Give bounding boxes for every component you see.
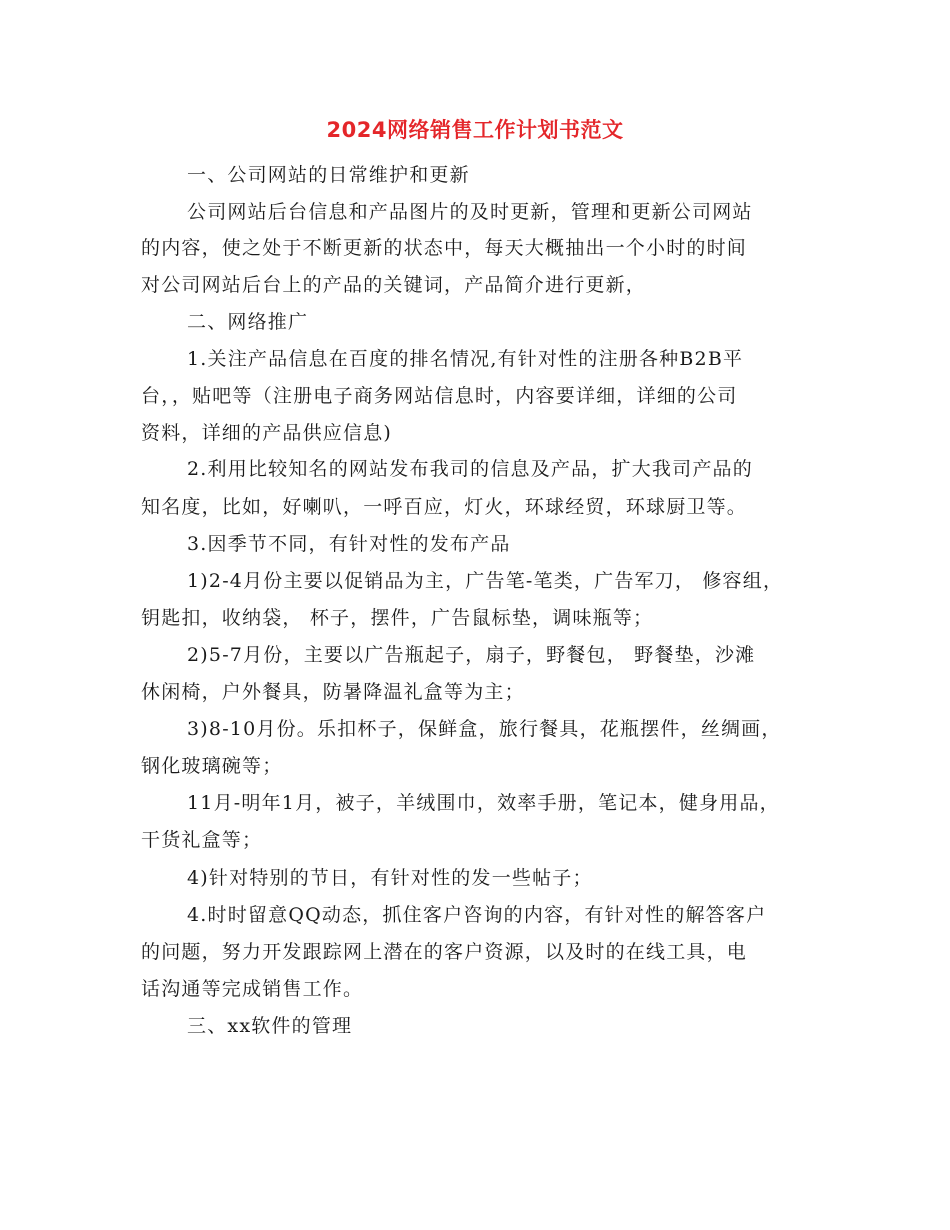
paragraph-line: 干货礼盒等； (141, 829, 263, 851)
paragraph-line: 资料，详细的产品供应信息) (141, 422, 393, 444)
paragraph-line: 钢化玻璃碗等； (141, 755, 283, 777)
paragraph-line: 对公司网站后台上的产品的关键词，产品简介进行更新， (141, 274, 647, 296)
section-heading-1: 一、公司网站的日常维护和更新 (187, 164, 470, 186)
paragraph-line: 4)针对特别的节日，有针对性的发一些帖子； (187, 867, 593, 889)
paragraph-line: 公司网站后台信息和产品图片的及时更新，管理和更新公司网站 (187, 201, 753, 223)
paragraph-line: 的问题，努力开发跟踪网上潜在的客户资源，以及时的在线工具，电 (141, 941, 748, 963)
paragraph-line: 话沟通等完成销售工作。 (141, 978, 364, 1000)
paragraph-line: 3)8-10月份。乐扣杯子，保鲜盒，旅行餐具，花瓶摆件，丝绸画， (187, 718, 782, 740)
section-heading-3: 三、xx软件的管理 (187, 1015, 353, 1037)
document-title: 2024网络销售工作计划书范文 (326, 118, 624, 142)
paragraph-line: 11月-明年1月，被子，羊绒围巾，效率手册，笔记本，健身用品， (187, 792, 780, 814)
paragraph-line: 1.关注产品信息在百度的排名情况,有针对性的注册各种B2B平 (187, 348, 744, 370)
paragraph-line: 的内容，使之处于不断更新的状态中，每天大概抽出一个小时的时间 (141, 237, 748, 259)
paragraph-line: 4.时时留意QQ动态，抓住客户咨询的内容，有针对性的解答客户 (187, 904, 767, 926)
paragraph-line: 钥匙扣，收纳袋， 杯子，摆件，广告鼠标垫，调味瓶等； (141, 607, 654, 629)
paragraph-line: 3.因季节不同，有针对性的发布产品 (187, 533, 511, 555)
paragraph-line: 知名度，比如，好喇叭，一呼百应，灯火，环球经贸，环球厨卫等。 (141, 496, 748, 518)
paragraph-line: 休闲椅，户外餐具，防暑降温礼盒等为主； (141, 681, 525, 703)
paragraph-line: 1)2-4月份主要以促销品为主，广告笔-笔类，广告军刀， 修容组， (187, 570, 784, 592)
paragraph-line: 台，，贴吧等（注册电子商务网站信息时，内容要详细，详细的公司 (141, 385, 738, 407)
paragraph-line: 2)5-7月份，主要以广告瓶起子，扇子，野餐包， 野餐垫，沙滩 (187, 644, 756, 666)
section-heading-2: 二、网络推广 (187, 311, 309, 333)
paragraph-line: 2.利用比较知名的网站发布我司的信息及产品，扩大我司产品的 (187, 458, 753, 480)
